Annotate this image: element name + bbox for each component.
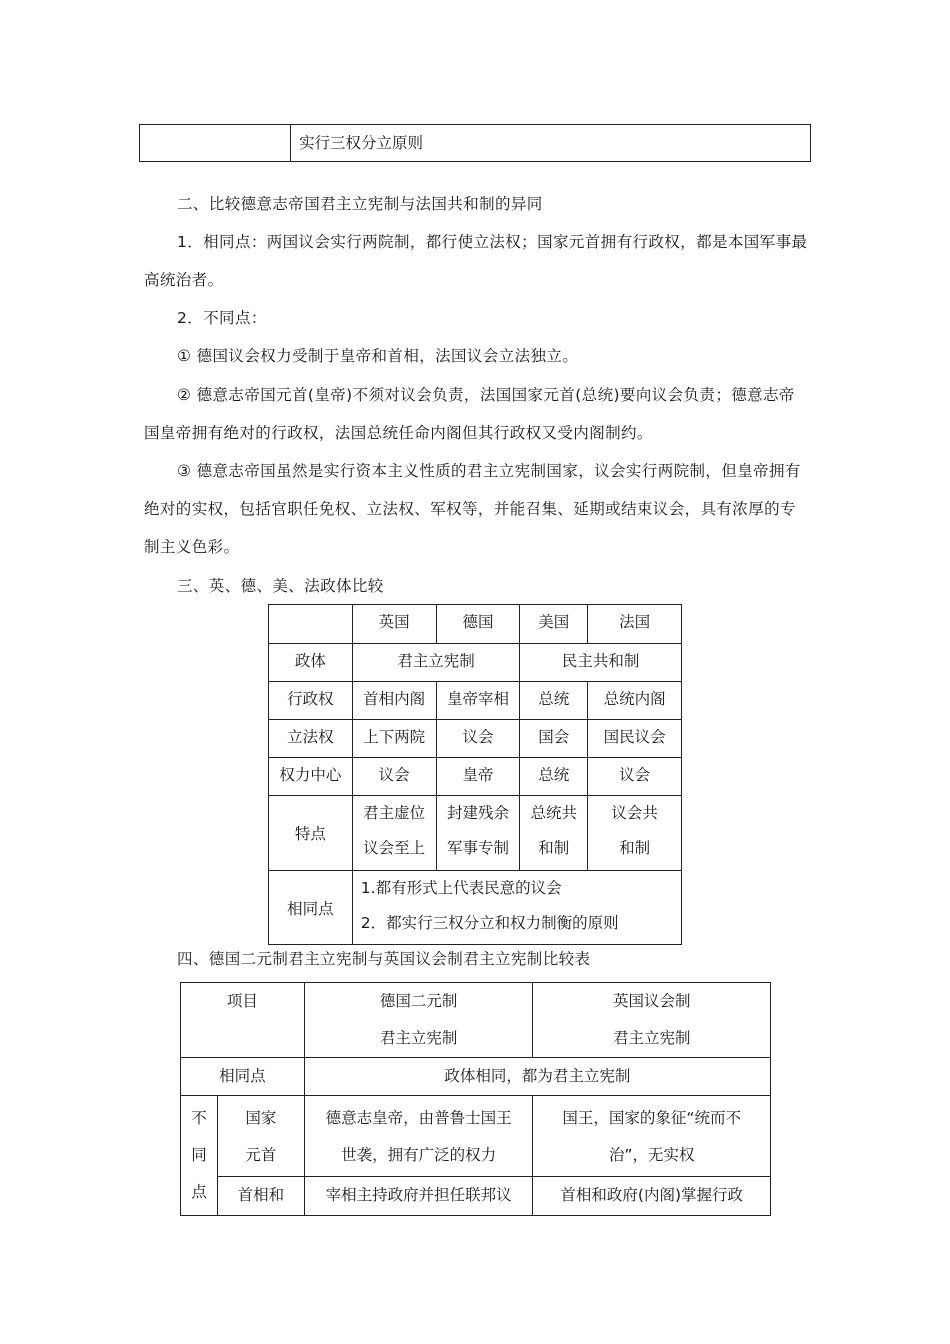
col-header-fr: 法国: [588, 605, 682, 644]
row2-germany: 宰相主持政府并担任联邦议: [304, 1177, 533, 1216]
xingzheng-fr: 总统内阁: [588, 682, 682, 720]
row1-label: 国家 元首: [217, 1096, 304, 1177]
tedian-us: 总统共 和制: [520, 796, 588, 871]
header-item: 项目: [181, 983, 305, 1058]
tedian-fr: 议会共 和制: [588, 796, 682, 871]
table-row: [269, 871, 682, 945]
row2-label: 首相和: [217, 1177, 304, 1216]
col-header-us: 美国: [520, 605, 588, 644]
header-britain: 英国议会制 君主立宪制: [533, 983, 771, 1058]
zhengti-monarchy: 君主立宪制: [352, 644, 520, 682]
same-text: 政体相同，都为君主立宪制: [304, 1058, 770, 1096]
xingzheng-uk: 首相内阁: [352, 682, 436, 720]
section2-p3: ① 德国议会权力受制于皇帝和首相，法国议会立法独立。: [177, 347, 579, 365]
table-row: [140, 125, 811, 162]
polity-comparison-table: [268, 604, 682, 945]
row-label-zhengti: 政体: [269, 644, 353, 682]
tedian-uk: 君主虚位 议会至上: [352, 796, 436, 871]
section2-p1: 1．相同点：两国议会实行两院制，都行使立法权；国家元首拥有行政权，都是本国军事最高统治者。: [144, 233, 808, 289]
col-header-de: 德国: [436, 605, 520, 644]
row-label-xingzheng: 行政权: [269, 682, 353, 720]
table-row: [181, 1177, 771, 1216]
row-label-lifa: 立法权: [269, 720, 353, 758]
zhengti-republic: 民主共和制: [520, 644, 682, 682]
table-row: [269, 720, 682, 758]
lifa-uk: 上下两院: [352, 720, 436, 758]
xingzheng-us: 总统: [520, 682, 588, 720]
top-table-empty-cell: [140, 125, 291, 162]
top-table-text: 实行三权分立原则: [299, 134, 424, 152]
tedian-de: 封建残余 军事专制: [436, 796, 520, 871]
section2-heading: 二、比较德意志帝国君主立宪制与法国共和制的异同: [177, 195, 543, 213]
row2-britain: 首相和政府(内阁)掌握行政: [533, 1177, 771, 1216]
row-label-common: 相同点: [269, 871, 353, 945]
table-row: [181, 1058, 771, 1096]
common-text: 1.都有形式上代表民意的议会 2．都实行三权分立和权力制衡的原则: [352, 871, 681, 945]
table-row: [269, 644, 682, 682]
row1-britain: 国王，国家的象征“统而不 治”，无实权: [533, 1096, 771, 1177]
lifa-de: 议会: [436, 720, 520, 758]
table-row: [181, 1096, 771, 1177]
corner-cell: [269, 605, 353, 644]
table-row: [181, 983, 771, 1058]
lifa-fr: 国民议会: [588, 720, 682, 758]
section2-p2: 2．不同点：: [177, 309, 267, 327]
row-label-quanli: 权力中心: [269, 758, 353, 796]
section3-heading: 三、英、德、美、法政体比较: [177, 577, 384, 595]
table-row: [269, 758, 682, 796]
row1-germany: 德意志皇帝，由普鲁士国王 世袭，拥有广泛的权力: [304, 1096, 533, 1177]
header-germany: 德国二元制 君主立宪制: [304, 983, 533, 1058]
diff-label: 不 同 点: [181, 1096, 218, 1216]
lifa-us: 国会: [520, 720, 588, 758]
same-label: 相同点: [181, 1058, 305, 1096]
quanli-de: 皇帝: [436, 758, 520, 796]
table-row: [269, 796, 682, 871]
section4-heading: 四、德国二元制君主立宪制与英国议会制君主立宪制比较表: [177, 950, 591, 968]
section2-p5: ③ 德意志帝国虽然是实行资本主义性质的君主立宪制国家，议会实行两院制，但皇帝拥有绝对的实权，包括官职任免权、立法权、军权等，并能召集、延期或结束议会，具有浓厚的专制主义色彩。: [144, 462, 801, 556]
section2-p4: ② 德意志帝国元首(皇帝)不须对议会负责，法国国家元首(总统)要向议会负责；德意志帝国皇帝拥有绝对的行政权，法国总统任命内阁但其行政权又受内阁制约。: [144, 386, 795, 442]
xingzheng-de: 皇帝宰相: [436, 682, 520, 720]
quanli-uk: 议会: [352, 758, 436, 796]
col-header-uk: 英国: [352, 605, 436, 644]
row-label-tedian: 特点: [269, 796, 353, 871]
table-row: [269, 605, 682, 644]
top-table-text-cell: [291, 125, 811, 162]
top-table: [139, 124, 811, 162]
quanli-fr: 议会: [588, 758, 682, 796]
monarchy-comparison-table: [180, 982, 771, 1216]
table-row: [269, 682, 682, 720]
quanli-us: 总统: [520, 758, 588, 796]
